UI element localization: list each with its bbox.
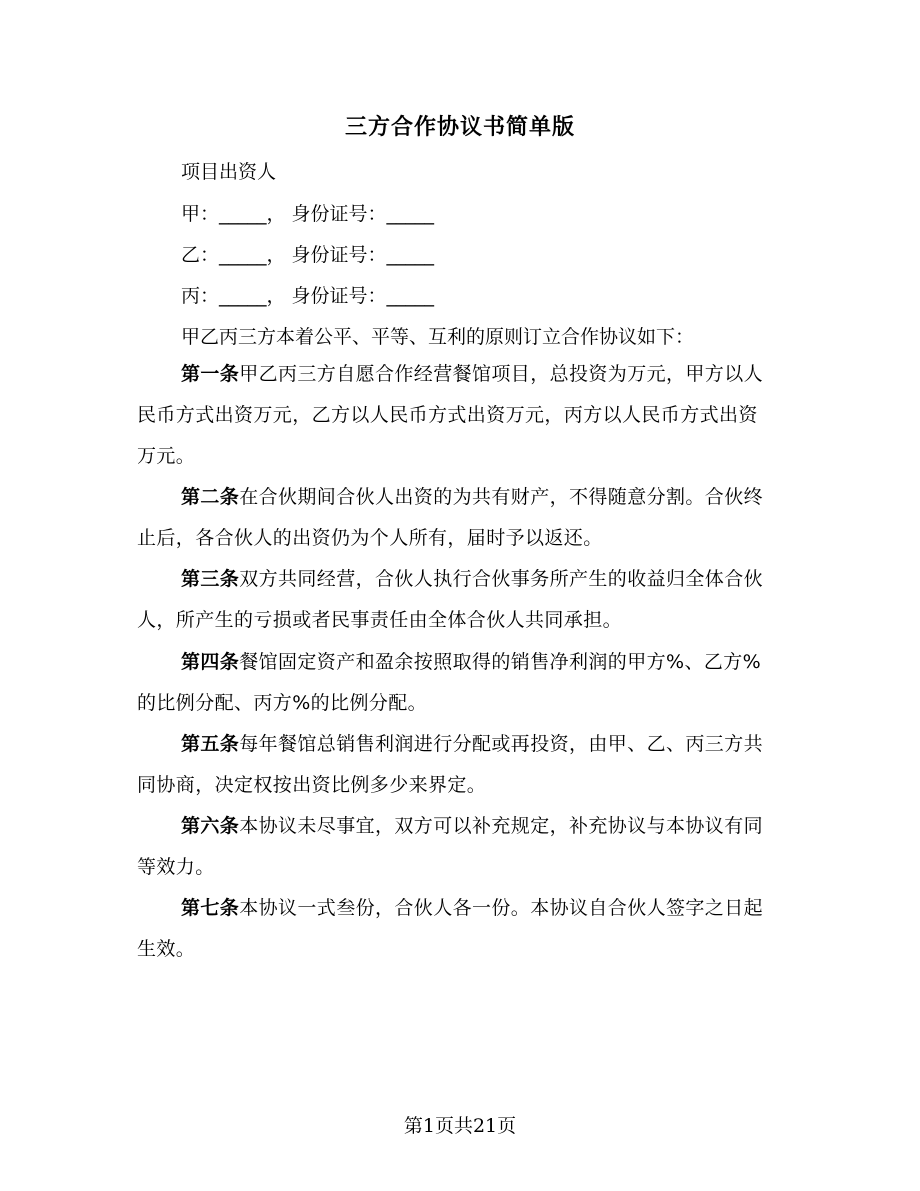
article-text: 甲乙丙三方自愿合作经营餐馆项目，总投资为万元，甲方以人民币方式出资万元，乙方以人民币方式出资万元，丙方以人民币方式出资万元。 bbox=[137, 363, 764, 467]
article-heading: 第三条 bbox=[181, 568, 240, 590]
article-heading: 第七条 bbox=[181, 897, 240, 919]
article-3 bbox=[137, 559, 771, 641]
article-7 bbox=[137, 888, 771, 970]
party-id-label: 身份证号：_____ bbox=[291, 244, 435, 266]
article-2 bbox=[137, 477, 771, 559]
party-id-label: 身份证号：_____ bbox=[291, 285, 435, 307]
party-line-yi bbox=[181, 240, 434, 267]
article-text: 本协议一式叁份，合伙人各一份。本协议自合伙人签字之日起生效。 bbox=[137, 897, 764, 960]
article-heading: 第二条 bbox=[181, 486, 240, 508]
article-4 bbox=[137, 642, 771, 724]
article-5 bbox=[137, 724, 771, 806]
article-text: 在合伙期间合伙人出资的为共有财产，不得随意分割。合伙终止后，各合伙人的出资仍为个人所有，届时予以返还。 bbox=[137, 486, 764, 549]
article-text: 本协议未尽事宜，双方可以补充规定，补充协议与本协议有同等效力。 bbox=[137, 815, 764, 878]
article-1 bbox=[137, 354, 771, 477]
page-footer: 第1页共21页 bbox=[403, 1115, 517, 1137]
party-label: 丙：_____， bbox=[181, 285, 286, 307]
party-id-label: 身份证号：_____ bbox=[291, 203, 435, 225]
article-heading: 第四条 bbox=[181, 651, 240, 673]
party-line-jia bbox=[181, 199, 434, 226]
article-heading: 第五条 bbox=[181, 733, 240, 755]
preamble: 甲乙丙三方本着公平、平等、互利的原则订立合作协议如下： bbox=[181, 326, 695, 348]
party-label: 乙：_____， bbox=[181, 244, 286, 266]
party-label: 甲：_____， bbox=[181, 203, 286, 225]
party-line-bing bbox=[181, 281, 434, 308]
article-text: 双方共同经营，合伙人执行合伙事务所产生的收益归全体合伙人，所产生的亏损或者民事责任由全体合伙人共同承担。 bbox=[137, 568, 764, 631]
article-text: 每年餐馆总销售利润进行分配或再投资，由甲、乙、丙三方共同协商，决定权按出资比例多少来界定。 bbox=[137, 733, 764, 796]
article-text: 餐馆固定资产和盈余按照取得的销售净利润的甲方%、乙方%的比例分配、丙方%的比例分配。 bbox=[137, 651, 762, 714]
investors-heading: 项目出资人 bbox=[181, 161, 277, 183]
document-title: 三方合作协议书简单版 bbox=[344, 115, 575, 140]
article-heading: 第一条 bbox=[181, 363, 240, 385]
article-heading: 第六条 bbox=[181, 815, 240, 837]
article-6 bbox=[137, 806, 771, 888]
